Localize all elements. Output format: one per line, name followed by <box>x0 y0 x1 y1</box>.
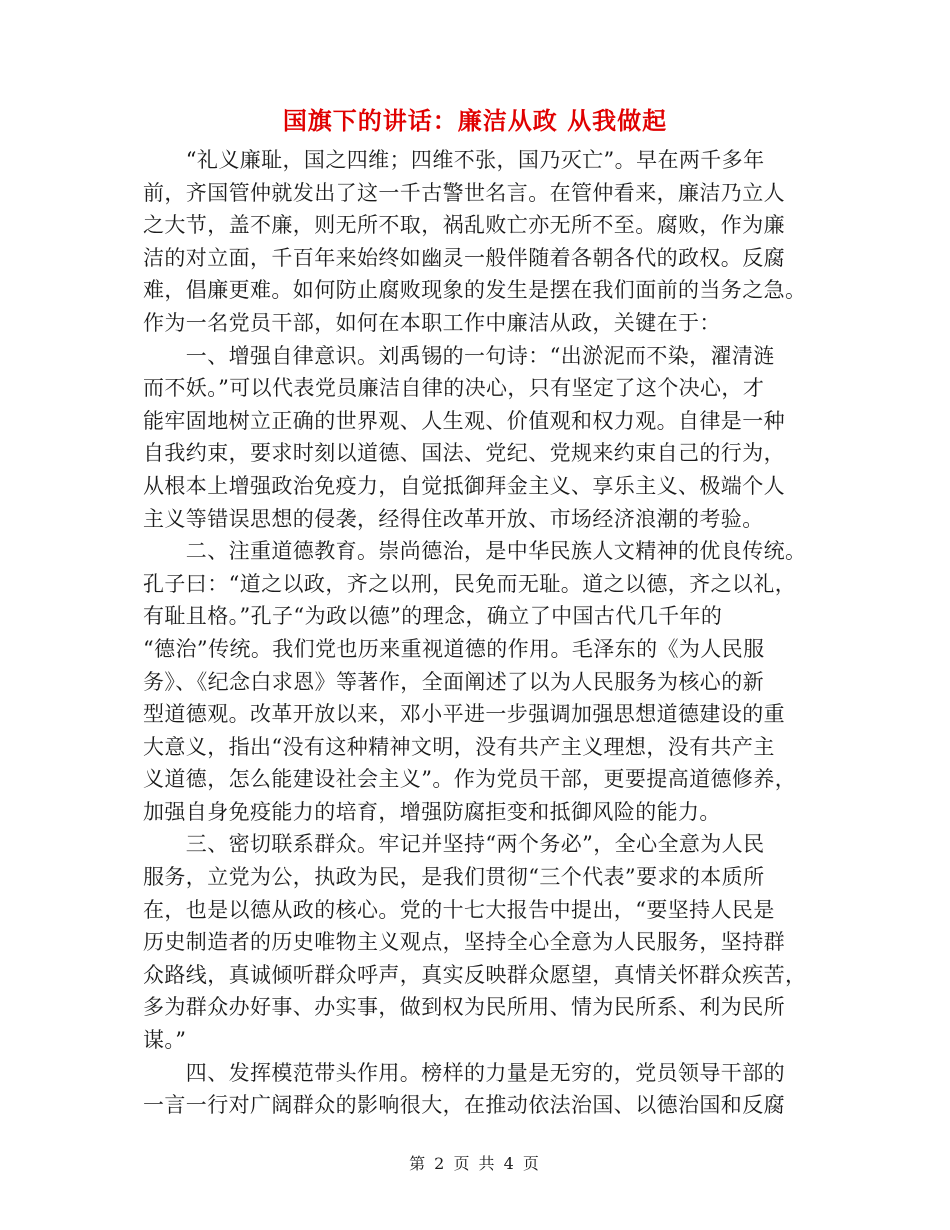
text-line: 难，倡廉更难。如何防止腐败现象的发生是摆在我们面前的当务之急。 <box>143 278 807 303</box>
text-line: 一言一行对广阔群众的影响很大，在推动依法治国、以德治国和反腐 <box>143 1093 785 1118</box>
text-line: 作为一名党员干部，如何在本职工作中廉洁从政，关键在于： <box>143 310 721 335</box>
text-line: 大意义，指出“没有这种精神文明，没有共产主义理想，没有共产主 <box>143 734 775 759</box>
text-line: 从根本上增强政治免疫力，自觉抵御拜金主义、享乐主义、极端个人 <box>143 473 785 498</box>
text-line: 一、增强自律意识。刘禹锡的一句诗：“出淤泥而不染，濯清涟 <box>143 343 775 368</box>
text-line: 服务，立党为公，执政为民，是我们贯彻“三个代表”要求的本质所 <box>143 865 765 890</box>
text-line: 前，齐国管仲就发出了这一千古警世名言。在管仲看来，廉洁乃立人 <box>143 180 785 205</box>
text-line: 多为群众办好事、办实事，做到权为民所用、情为民所系、利为民所 <box>143 995 785 1020</box>
text-line: 二、注重道德教育。崇尚德治，是中华民族人文精神的优良传统。 <box>143 539 807 564</box>
text-line: 洁的对立面，千百年来始终如幽灵一般伴随着各朝各代的政权。反腐 <box>143 245 785 270</box>
text-line: 义道德，怎么能建设社会主义”。作为党员干部，更要提高道德修养， <box>143 767 797 792</box>
text-line: “德治”传统。我们党也历来重视道德的作用。毛泽东的《为人民服 <box>143 636 765 661</box>
text-line: 谋。” <box>143 1028 187 1053</box>
document-title: 国旗下的讲话：廉洁从政 从我做起 <box>282 107 668 135</box>
text-line: 三、密切联系群众。牢记并坚持“两个务必”，全心全意为人民 <box>143 832 765 857</box>
text-line: 孔子曰：“道之以政，齐之以刑，民免而无耻。道之以德，齐之以礼， <box>143 571 797 596</box>
page-number-footer: 第 2 页 共 4 页 <box>409 1154 541 1173</box>
text-line: “礼义廉耻，国之四维；四维不张，国乃灭亡”。早在两千多年 <box>143 148 765 172</box>
text-line: 四、发挥模范带头作用。榜样的力量是无穷的，党员领导干部的 <box>143 1060 785 1085</box>
text-line: 加强自身免疫能力的培育，增强防腐拒变和抵御风险的能力。 <box>143 799 721 824</box>
text-line: 能牢固地树立正确的世界观、人生观、价值观和权力观。自律是一种 <box>143 408 785 433</box>
text-line: 之大节，盖不廉，则无所不取，祸乱败亡亦无所不至。腐败，作为廉 <box>143 213 785 238</box>
text-line: 众路线，真诚倾听群众呼声，真实反映群众愿望，真情关怀群众疾苦， <box>143 962 807 987</box>
text-line: 有耻且格。”孔子“为政以德”的理念，确立了中国古代几千年的 <box>143 604 723 629</box>
text-line: 历史制造者的历史唯物主义观点，坚持全心全意为人民服务，坚持群 <box>143 930 785 955</box>
text-line: 在，也是以德从政的核心。党的十七大报告中提出，“要坚持人民是 <box>143 897 775 922</box>
text-line: 主义等错误思想的侵袭，经得住改革开放、市场经济浪潮的考验。 <box>143 506 764 531</box>
text-line: 型道德观。改革开放以来，邓小平进一步强调加强思想道德建设的重 <box>143 702 785 727</box>
document-body <box>143 144 807 1122</box>
text-line: 自我约束，要求时刻以道德、国法、党纪、党规来约束自己的行为， <box>143 441 785 466</box>
text-line: 而不妖。”可以代表党员廉洁自律的决心，只有坚定了这个决心，才 <box>143 376 765 401</box>
text-line: 务》、《纪念白求恩》等著作，全面阐述了以为人民服务为核心的新 <box>143 669 764 694</box>
